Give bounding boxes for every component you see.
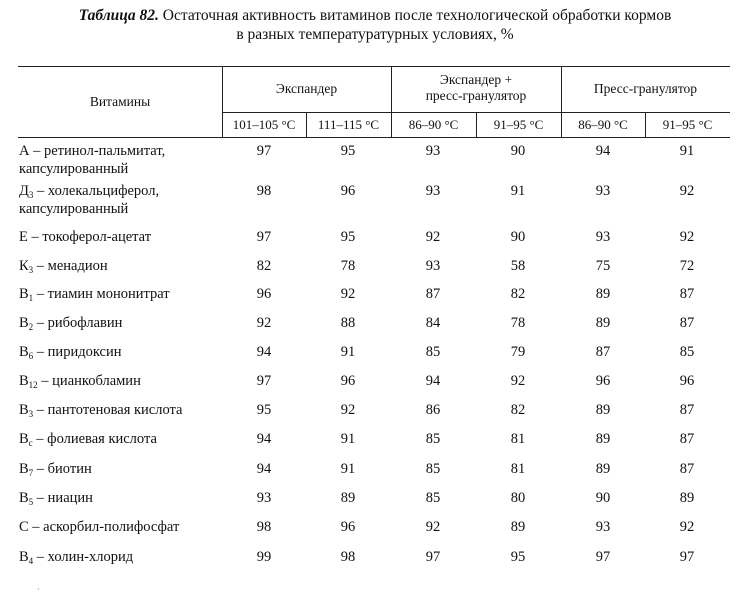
vitamin-subscript: 5 — [28, 497, 34, 507]
vitamin-name — [19, 518, 179, 536]
activity-value: 94 — [595, 143, 611, 159]
vitamin-subscript: с — [28, 438, 33, 448]
vitamin-name — [19, 548, 133, 566]
activity-value: 87 — [679, 431, 695, 447]
vitamin-compound: – рибофлавин — [33, 315, 123, 331]
activity-value: 72 — [679, 258, 695, 274]
activity-value: 95 — [256, 402, 272, 418]
vitamin-name — [19, 460, 92, 478]
activity-value: 78 — [340, 258, 356, 274]
table-title-line1: Остаточная активность витаминов после технологической обработки кормов — [162, 7, 672, 24]
activity-value: 93 — [595, 519, 611, 535]
activity-value: 92 — [340, 286, 356, 302]
activity-value: 96 — [679, 373, 695, 389]
vitamin-letter: Д — [19, 183, 29, 199]
activity-value: 92 — [679, 519, 695, 535]
activity-value: 84 — [425, 315, 441, 331]
activity-value: 97 — [425, 549, 441, 565]
temp-header: 101–105 °С — [232, 117, 296, 132]
vitamin-compound: – тиамин мононитрат — [33, 286, 170, 302]
activity-value: 82 — [510, 286, 526, 302]
vitamin-compound: – фолиевая кислота — [32, 431, 157, 447]
vitamin-compound: – пиридоксин — [33, 344, 122, 360]
vitamin-letter: В — [19, 402, 29, 418]
activity-value: 85 — [679, 344, 695, 360]
vitamin-name — [19, 401, 182, 419]
activity-value: 93 — [425, 143, 441, 159]
table-title — [30, 6, 720, 44]
activity-value: 91 — [679, 143, 695, 159]
vitamin-compound-line2: капсулированный — [19, 201, 129, 217]
vitamin-letter: В — [19, 461, 29, 477]
activity-value: 87 — [679, 315, 695, 331]
vitamin-name — [19, 142, 165, 178]
activity-value: 93 — [425, 183, 441, 199]
vitamin-subscript: 3 — [28, 265, 34, 275]
activity-value: 96 — [340, 373, 356, 389]
vitamin-name — [19, 489, 93, 507]
group-header-expander-press: Экспандер + пресс-гранулятор — [425, 72, 527, 103]
activity-value: 78 — [510, 315, 526, 331]
vitamin-letter: В — [19, 344, 29, 360]
activity-value: 75 — [595, 258, 611, 274]
activity-value: 89 — [595, 461, 611, 477]
vitamin-compound: – холин-хлорид — [33, 549, 134, 565]
vitamin-letter: В — [19, 315, 29, 331]
group-header-expander: Экспандер — [275, 81, 338, 96]
vitamin-subscript: 7 — [28, 468, 34, 478]
vitamin-name — [19, 314, 122, 332]
activity-value: 93 — [256, 490, 272, 506]
temp-header: 91–95 °С — [662, 117, 713, 132]
activity-value: 87 — [425, 286, 441, 302]
activity-value: 95 — [340, 229, 356, 245]
activity-value: 85 — [425, 431, 441, 447]
top-rule — [18, 66, 730, 67]
activity-value: 93 — [595, 229, 611, 245]
activity-value: 98 — [340, 549, 356, 565]
activity-value: 93 — [425, 258, 441, 274]
vitamin-name — [19, 285, 170, 303]
activity-value: 97 — [595, 549, 611, 565]
activity-value: 97 — [256, 229, 272, 245]
activity-value: 82 — [256, 258, 272, 274]
vitamin-name — [19, 372, 141, 390]
activity-value: 79 — [510, 344, 526, 360]
group-header-press: Пресс-гранулятор — [593, 81, 698, 96]
activity-value: 89 — [595, 402, 611, 418]
vitamin-compound: – холекальциферол, — [33, 183, 160, 199]
vitamin-compound: – аскорбил-полифосфат — [28, 519, 180, 535]
activity-value: 90 — [510, 229, 526, 245]
vitamin-compound: – ниацин — [33, 490, 93, 506]
table-title-line2: в разных температуратурных условиях, % — [236, 26, 514, 43]
activity-value: 90 — [595, 490, 611, 506]
vitamin-subscript: 12 — [28, 380, 38, 390]
activity-value: 82 — [510, 402, 526, 418]
activity-value: 91 — [510, 183, 526, 199]
activity-value: 81 — [510, 461, 526, 477]
vitamin-subscript: 3 — [28, 409, 34, 419]
activity-value: 96 — [256, 286, 272, 302]
activity-value: 91 — [340, 431, 356, 447]
activity-value: 90 — [510, 143, 526, 159]
activity-value: 91 — [340, 461, 356, 477]
activity-value: 98 — [256, 519, 272, 535]
activity-value: 89 — [679, 490, 695, 506]
activity-value: 81 — [510, 431, 526, 447]
activity-value: 87 — [595, 344, 611, 360]
activity-value: 97 — [679, 549, 695, 565]
vitamin-letter: Е — [19, 229, 28, 245]
activity-value: 85 — [425, 461, 441, 477]
activity-value: 85 — [425, 490, 441, 506]
vitamin-letter: А — [19, 143, 30, 159]
vitamin-letter: В — [19, 490, 29, 506]
vitamin-letter: К — [19, 258, 29, 274]
activity-value: 98 — [256, 183, 272, 199]
vitamin-compound: – ретинол-пальмитат, — [29, 143, 166, 159]
activity-value: 95 — [510, 549, 526, 565]
temp-header: 111–115 °С — [317, 117, 380, 132]
vitamin-subscript: 1 — [28, 293, 34, 303]
vitamin-name — [19, 343, 121, 361]
activity-value: 92 — [340, 402, 356, 418]
vitamin-compound: – менадион — [33, 258, 108, 274]
vitamin-letter: В — [19, 373, 29, 389]
activity-value: 89 — [595, 315, 611, 331]
activity-value: 87 — [679, 286, 695, 302]
activity-value: 92 — [256, 315, 272, 331]
vitamin-name — [19, 182, 159, 218]
vitamin-letter: В — [19, 549, 29, 565]
activity-value: 92 — [679, 183, 695, 199]
header-bottom-rule — [18, 137, 730, 138]
activity-value: 89 — [340, 490, 356, 506]
activity-value: 95 — [340, 143, 356, 159]
activity-value: 85 — [425, 344, 441, 360]
activity-value: 92 — [679, 229, 695, 245]
activity-value: 92 — [425, 229, 441, 245]
vitamin-subscript: 6 — [28, 351, 34, 361]
vitamin-letter: В — [19, 431, 29, 447]
activity-value: 94 — [425, 373, 441, 389]
footnote-mark: · — [37, 585, 40, 594]
vitamin-subscript: 3 — [28, 190, 34, 200]
activity-value: 94 — [256, 461, 272, 477]
vitamin-letter: С — [19, 519, 29, 535]
temp-header: 91–95 °С — [493, 117, 544, 132]
vitamin-letter: В — [19, 286, 29, 302]
vitamin-subscript: 2 — [28, 322, 34, 332]
vitamin-subscript: 4 — [28, 556, 34, 566]
activity-value: 96 — [595, 373, 611, 389]
activity-value: 91 — [340, 344, 356, 360]
activity-value: 92 — [425, 519, 441, 535]
vitamin-compound-line2: капсулированный — [19, 161, 129, 177]
activity-value: 94 — [256, 431, 272, 447]
activity-value: 58 — [510, 258, 526, 274]
activity-value: 88 — [340, 315, 356, 331]
temp-header: 86–90 °С — [578, 117, 628, 132]
activity-value: 92 — [510, 373, 526, 389]
vitamin-compound: – токоферол-ацетат — [27, 229, 152, 245]
activity-value: 87 — [679, 402, 695, 418]
vitamin-compound: – цианкобламин — [37, 373, 141, 389]
vitamin-name — [19, 228, 151, 246]
vitamin-compound: – биотин — [33, 461, 92, 477]
activity-value: 80 — [510, 490, 526, 506]
activity-value: 89 — [510, 519, 526, 535]
activity-value: 93 — [595, 183, 611, 199]
temp-header: 86–90 °С — [408, 117, 459, 132]
activity-value: 97 — [256, 143, 272, 159]
vitamin-name — [19, 257, 108, 275]
activity-value: 87 — [679, 461, 695, 477]
activity-value: 94 — [256, 344, 272, 360]
activity-value: 89 — [595, 286, 611, 302]
activity-value: 97 — [256, 373, 272, 389]
vitamin-name — [19, 430, 157, 448]
activity-value: 96 — [340, 183, 356, 199]
table-number: Таблица 82. — [78, 7, 159, 24]
vitamins-header: Витамины — [89, 94, 151, 109]
activity-value: 89 — [595, 431, 611, 447]
vitamin-compound: – пантотеновая кислота — [33, 402, 183, 418]
activity-value: 99 — [256, 549, 272, 565]
activity-value: 86 — [425, 402, 441, 418]
activity-value: 96 — [340, 519, 356, 535]
